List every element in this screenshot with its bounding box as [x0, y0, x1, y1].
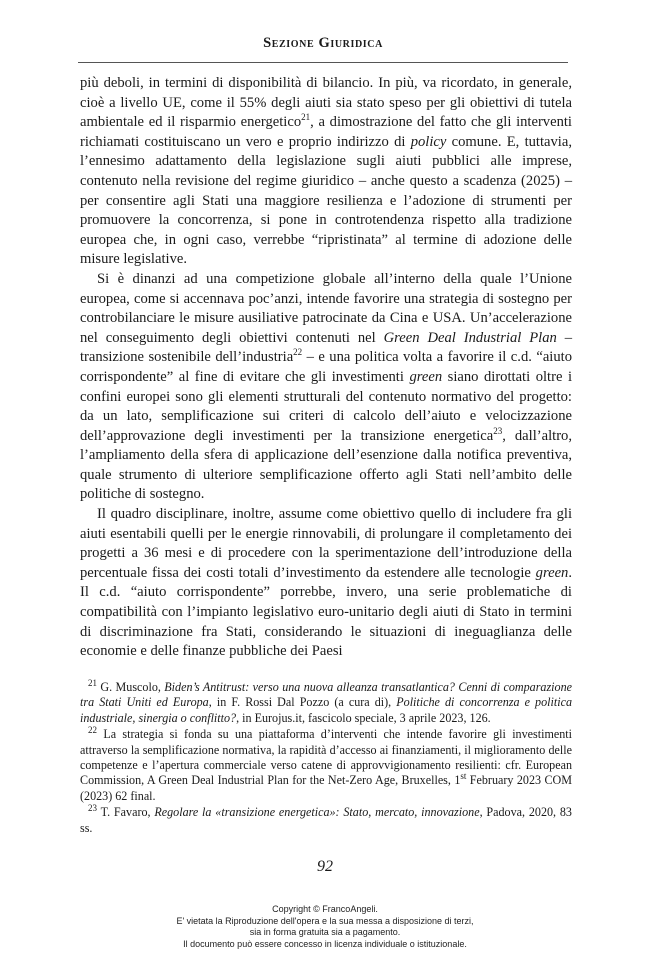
main-text: [80, 74, 572, 662]
text-run: T. Favaro,: [97, 805, 155, 820]
copyright-line: E' vietata la Riproduzione dell'opera e la sua messa a disposizione di terzi,: [176, 915, 474, 926]
footnote-ref: 21: [301, 112, 311, 123]
copyright-line: Copyright © FrancoAngeli.: [272, 904, 378, 914]
text-run: , a dimostrazione del fatto che gli interventi richiamati costituiscano un vero e proprio indirizzo di: [80, 114, 572, 150]
running-header: [78, 34, 568, 63]
text-run: . Il c.d. “aiuto corrispondente” porrebbe, invero, una serie problematiche di compatibilità con l’impianto legislativo euro-unitario degli aiuti di Stato in termini di discriminazione fra Stati, considerando le situazioni di ineguaglianza delle economie e delle finanze pubbliche dei Paesi: [80, 564, 572, 660]
text-run: Il quadro disciplinare, inoltre, assume come obiettivo quello di includere fra gli aiuti esentabili quelli per le energie rinnovabili, di prolungare il completamento dei progetti a 36 mesi e di procedere con la sperimentazione dell’introduzione della percentuale fissa dei costi totali d’investimento da estendere alle tecnologie: [80, 506, 572, 581]
footnote-ref: st: [460, 771, 467, 782]
footnote-ref: 22: [88, 725, 97, 736]
text-run: February 2023 COM (2023) 62 final.: [80, 773, 573, 803]
italic-text: Politiche di concorrenza e politica industriale, sinergia o conflitto?: [80, 695, 572, 725]
section-title: Sezione Giuridica: [263, 35, 383, 51]
text-run: Si è dinanzi ad una competizione globale all’interno della quale l’Unione europea, come si accennava poc’anzi, intende favorire una strategia di sostegno per controbilanciare le misure ausiliative patrocinate da Cina e USA. Un’accelerazione nel conseguimento degli obiettivi contenuti nel: [80, 270, 572, 346]
text-run: – e una politica volta a favorire il c.d. “aiuto corrispondente” al fine di evitare che gli investimenti: [80, 349, 572, 385]
italic-text: Green Deal Industrial Plan: [383, 329, 557, 346]
italic-text: policy: [410, 133, 447, 150]
text-run: siano dirottati oltre i confini europei sono gli elementi strutturali del contenuto normativo del progetto: da un lato, semplificazione sui criteri di calcolo dell’aiuto e velocizzazione dell’approvazione degli investimenti per la transizione energetica: [80, 368, 573, 444]
text-run: , dall’altro, l’ampliamento della sfera di applicazione dell’esenzione dalla notifica preventiva, quale strumento di ulteriore semplificazione offerto agli Stati nell’ambito delle politiche di sostegno.: [80, 427, 572, 503]
italic-text: Biden’s Antitrust: verso una nuova alleanza transatlantica? Cenni di comparazione tra Stati Uniti ed Europa: [80, 680, 572, 710]
text-run: più deboli, in termini di disponibilità di bilancio. In più, va ricordato, in generale, cioè a livello UE, come il 55% degli aiuti sia stato speso per gli obiettivi di tutela ambientale ed il risparmio energetico: [80, 75, 572, 131]
paragraph: [80, 270, 572, 505]
italic-text: green: [409, 368, 443, 385]
text-run: La strategia si fonda su una piattaforma d’interventi che intende favorire gli investimenti attraverso la semplificazione normativa, la rapidità d’accesso ai finanziamenti, il miglioramento delle competenze e l’apertura commerciale verso catene di approvvigionamento resilienti: cfr. European Commission, A Green Deal Industrial Plan for the Net-Zero Age, Bruxelles, 1: [80, 727, 572, 788]
footnotes: [80, 677, 573, 837]
footnote-ref: 23: [493, 425, 503, 436]
footnote-21: [80, 677, 572, 726]
page-number: 92: [317, 858, 333, 875]
footnote-ref: 21: [88, 677, 97, 688]
text-run: , Padova, 2020, 83 ss.: [80, 805, 572, 835]
text-run: comune. E, tuttavia, l’ennesimo adattamento della legislazione sugli aiuti pubblici alle imprese, contenuto nella revisione del regime giuridico – anche questo a scadenza (2025) – per consentire agli Stati una maggiore resilienza e l’adozione di strumenti per promuovere la concorrenza, si pone in controtendenza rispetto alla tradizione europea che, in ogni caso, verrebbe “ripristinata” al termine di adozione delle misure legislative.: [80, 133, 572, 268]
footnote-23: [80, 805, 572, 836]
paragraph: [80, 505, 572, 662]
text-run: – transizione sostenibile dell’industria: [80, 329, 573, 366]
footnote-ref: 22: [293, 347, 303, 358]
text-run: , in F. Rossi Dal Pozzo (a cura di),: [208, 695, 397, 710]
footnote-22: [80, 727, 572, 804]
copyright-line: Il documento può essere concesso in licenza individuale o istituzionale.: [183, 938, 467, 949]
italic-text: Regolare la «transizione energetica»: Stato, mercato, innovazione: [154, 805, 480, 820]
paragraph: [80, 74, 572, 270]
text-run: , in Eurojus.it, fascicolo speciale, 3 aprile 2023, 126.: [236, 710, 491, 725]
text-run: G. Muscolo,: [97, 680, 165, 694]
italic-text: green: [535, 564, 569, 581]
copyright-line: sia in forma gratuita sia a pagamento.: [249, 927, 401, 938]
copyright-notice: [0, 904, 650, 950]
footnote-ref: 23: [88, 803, 97, 814]
